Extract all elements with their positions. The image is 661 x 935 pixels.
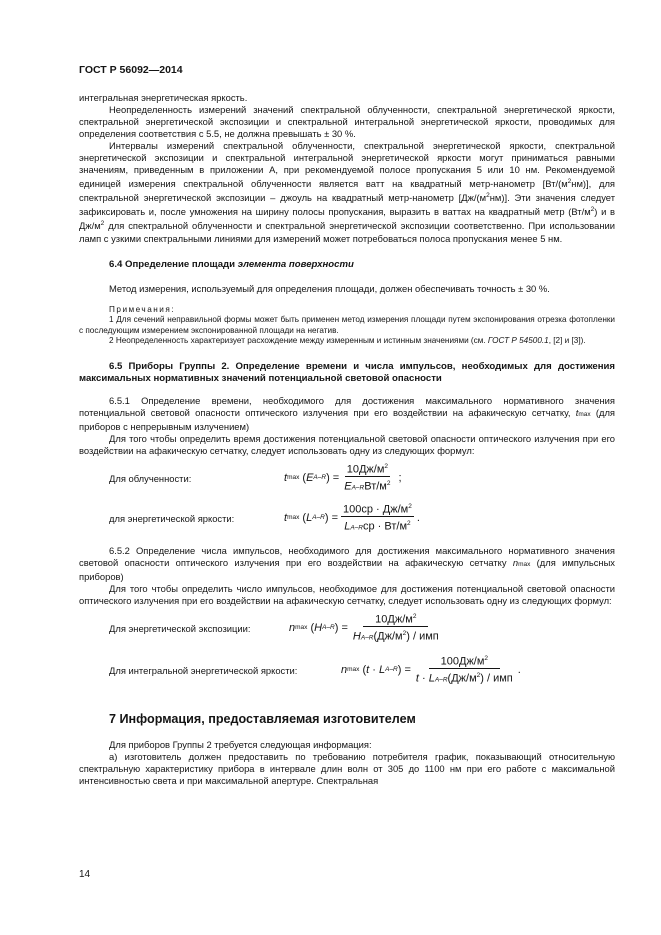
note-2: 2 Неопределенность характеризует расхождение между измеренным и истинным значениями (см. ГОСТ Р 54500.1, [2] и [3]). <box>109 336 586 345</box>
formula-exposure <box>79 611 615 651</box>
paragraph-6-5-1: 6.5.1 Определение времени, необходимого для достижения максимального нормативного значения потенциальной световой опасности оптического излучения при его воздействии на афакическую сетчатку, tmax (для приборов с непрерывным излучением) <box>79 394 615 432</box>
formula-irradiance <box>79 461 615 501</box>
note-1: 1 Для сечений неправильной формы может быть применен метод измерения площади путем экспонирования отрезка фотопленки с последующим измерением экспонированной площади на негатив. <box>79 315 615 335</box>
paragraph-6-5-2-formulas-intro: Для того чтобы определить число импульсов, необходимое для достижения потенциальной световой опасности оптического излучения при его воздействии на афакическую сетчатку, следует использовать одну из следующих формул: <box>79 582 615 606</box>
paragraph-6-5-1-formulas-intro: Для того чтобы определить время достижения потенциальной световой опасности оптического излучения при его воздействии на афакическую сетчатку, следует использовать одну из следующих формул: <box>79 432 615 456</box>
section-6-5-heading: 6.5 Приборы Группы 2. Определение времени и числа импульсов, необходимых для достижения максимальных нормативных значений потенциальной световой опасности <box>79 360 615 384</box>
formula-label: для энергетической яркости: <box>109 512 235 524</box>
paragraph-uncertainty: Неопределенность измерений значений спектральной облученности, спектральной энергетической яркости, спектральной энергетической экспозиции и спектральной интегральной энергетической яркости, проводимых для определения соответствия с 5.5, не должна превышать ± 30 %. <box>79 104 615 139</box>
formula-label: Для облученности: <box>109 472 192 484</box>
paragraph-intervals: Интервалы измерений спектральной облученности, спектральной энергетической яркости, спектральной энергетической экспозиции и спектральной интегральной энергетической яркости могут приниматься равными значениям, приведенным в приложении А, при рекомендуемой полосе пропускания 5 или 10 нм. Рекомендуемой единицей измерения спектральной облученности является ватт на квадратный метр-нанометр $[Вт/(м^2нм)]$, для спектральной энергетической экспозиции – джоуль на квадратный метр-нанометр $[Дж/(м^2нм)]$. Эти значения следует зафиксировать и, после умножения на ширину полосы пропускания, выразить в ваттах на квадратный метр $(Вт/м^2)$ и в $Дж/м^2$ для спектральной облученности и спектральной энергетической экспозиции соответственно. При использовании ламп с узкими спектральными линиями для измерений может потребоваться полоса пропускания менее 5 нм. <box>79 140 615 244</box>
formula-label: Для интегральной энергетической яркости: <box>109 664 298 676</box>
formula-math: n max ( t · L A–R ) = $\frac{100Дж/м^2}{t \cdot LA-R(Дж/м^2) / имп}$ . <box>341 654 521 685</box>
paragraph-7-a: а) изготовитель должен предоставить по требованию потребителя график, показывающий относительную спектральную характеристику прибора в интервале длин волн от 305 до 1100 нм при его работе с максимальной интенсивностью света и при максимальной апертуре. Спектральная <box>79 750 615 786</box>
paragraph-7-intro: Для приборов Группы 2 требуется следующая информация: <box>109 738 372 750</box>
document-header: ГОСТ Р 56092—2014 <box>79 64 183 76</box>
page-number: 14 <box>79 869 91 880</box>
paragraph-6-4: Метод измерения, используемый для определения площади, должен обеспечивать точность ± 30 %. <box>109 282 550 294</box>
formula-integrated-radiance <box>79 653 615 693</box>
paragraph-6-5-2: 6.5.2 Определение числа импульсов, необходимого для достижения максимального нормативного значения световой опасности оптического излучения при его воздействии на афакическую сетчатку nmax (для импульсных приборов) <box>79 544 615 582</box>
paragraph-continuation: интегральная энергетическая яркость. <box>79 92 248 103</box>
formula-label: Для энергетической экспозиции: <box>109 622 251 634</box>
formula-math: t max ( L A–R ) = $\frac{100ср \cdot Дж/м^2}{LA-Rср \cdot Вт/м^2}$ . <box>284 502 420 533</box>
document-page <box>79 64 615 787</box>
notes-title: Примечания: <box>109 304 176 314</box>
formula-radiance <box>79 501 615 541</box>
formula-math: t max ( E A–R ) = $\frac{10Дж/м^2}{EA-RВт/м^2}$ ; <box>284 462 402 493</box>
section-7-heading: 7 Информация, предоставляемая изготовителем <box>109 711 416 726</box>
formula-math: n max ( H A–R ) = $\frac{10Дж/м^2}{HA-R(Дж/м^2) / имп}$ <box>289 612 439 643</box>
section-6-4-heading: 6.4 Определение площади элемента поверхности <box>109 258 354 270</box>
